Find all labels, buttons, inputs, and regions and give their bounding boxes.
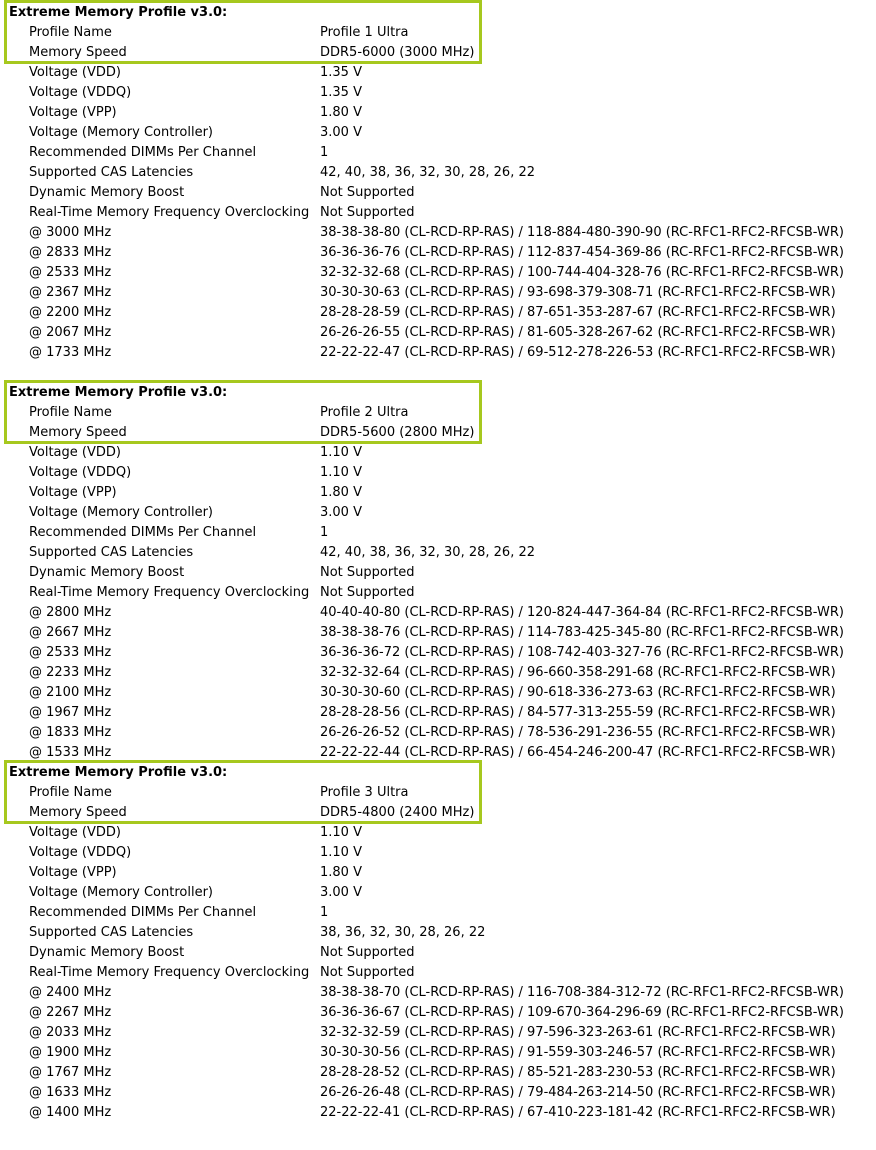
property-row[interactable] (0, 783, 876, 803)
property-label: Voltage (VDDQ) (29, 465, 132, 480)
property-row[interactable] (0, 83, 876, 103)
property-row[interactable] (0, 643, 876, 663)
property-label: Voltage (VPP) (29, 485, 117, 500)
property-row[interactable] (0, 263, 876, 283)
property-value: 36-36-36-76 (CL-RCD-RP-RAS) / 112-837-454-369-86 (RC-RFC1-RFC2-RFCSB-WR) (320, 245, 844, 260)
property-row[interactable] (0, 823, 876, 843)
property-label: @ 1833 MHz (29, 725, 112, 740)
property-value: 28-28-28-52 (CL-RCD-RP-RAS) / 85-521-283-230-53 (RC-RFC1-RFC2-RFCSB-WR) (320, 1065, 836, 1080)
property-value: 1.10 V (320, 845, 362, 860)
property-value: Not Supported (320, 205, 415, 220)
property-row[interactable] (0, 343, 876, 363)
property-label: Voltage (VDD) (29, 65, 121, 80)
property-row[interactable] (0, 1023, 876, 1043)
property-value: 36-36-36-72 (CL-RCD-RP-RAS) / 108-742-403-327-76 (RC-RFC1-RFC2-RFCSB-WR) (320, 645, 844, 660)
profile-rows (0, 403, 876, 763)
property-row[interactable] (0, 123, 876, 143)
property-value: 36-36-36-67 (CL-RCD-RP-RAS) / 109-670-364-296-69 (RC-RFC1-RFC2-RFCSB-WR) (320, 1005, 844, 1020)
property-value: 28-28-28-56 (CL-RCD-RP-RAS) / 84-577-313-255-59 (RC-RFC1-RFC2-RFCSB-WR) (320, 705, 836, 720)
property-value: 26-26-26-52 (CL-RCD-RP-RAS) / 78-536-291-236-55 (RC-RFC1-RFC2-RFCSB-WR) (320, 725, 836, 740)
property-label: Memory Speed (29, 425, 127, 440)
property-label: Recommended DIMMs Per Channel (29, 525, 257, 540)
property-value: 1.80 V (320, 105, 362, 120)
property-row[interactable] (0, 943, 876, 963)
property-value: 3.00 V (320, 885, 362, 900)
property-value: 42, 40, 38, 36, 32, 30, 28, 26, 22 (320, 545, 535, 560)
property-label: @ 2800 MHz (29, 605, 112, 620)
property-row[interactable] (0, 723, 876, 743)
property-row[interactable] (0, 683, 876, 703)
property-value: DDR5-5600 (2800 MHz) (320, 425, 475, 440)
property-value: 22-22-22-41 (CL-RCD-RP-RAS) / 67-410-223-181-42 (RC-RFC1-RFC2-RFCSB-WR) (320, 1105, 836, 1120)
property-value: 30-30-30-60 (CL-RCD-RP-RAS) / 90-618-336-273-63 (RC-RFC1-RFC2-RFCSB-WR) (320, 685, 836, 700)
property-label: @ 2033 MHz (29, 1025, 112, 1040)
property-value: 1.10 V (320, 465, 362, 480)
property-row[interactable] (0, 843, 876, 863)
property-row[interactable] (0, 443, 876, 463)
property-label: Voltage (VPP) (29, 105, 117, 120)
property-row[interactable] (0, 603, 876, 623)
property-value: Not Supported (320, 965, 415, 980)
property-row[interactable] (0, 283, 876, 303)
property-row[interactable] (0, 203, 876, 223)
property-label: Voltage (VDD) (29, 825, 121, 840)
property-label: Real-Time Memory Frequency Overclocking (29, 585, 310, 600)
property-label: Real-Time Memory Frequency Overclocking (29, 965, 310, 980)
property-row[interactable] (0, 523, 876, 543)
property-label: Dynamic Memory Boost (29, 945, 185, 960)
property-row[interactable] (0, 323, 876, 343)
profile-title: Extreme Memory Profile v3.0: (9, 5, 228, 20)
property-label: @ 1633 MHz (29, 1085, 112, 1100)
property-label: Profile Name (29, 405, 112, 420)
property-value: Profile 1 Ultra (320, 25, 409, 40)
profile-section-3 (0, 763, 876, 1143)
property-value: 30-30-30-56 (CL-RCD-RP-RAS) / 91-559-303-246-57 (RC-RFC1-RFC2-RFCSB-WR) (320, 1045, 836, 1060)
property-label: Memory Speed (29, 45, 127, 60)
property-label: Profile Name (29, 785, 112, 800)
property-row[interactable] (0, 803, 876, 823)
property-row[interactable] (0, 483, 876, 503)
memory-profile-list (0, 3, 876, 1143)
property-value: 26-26-26-55 (CL-RCD-RP-RAS) / 81-605-328-267-62 (RC-RFC1-RFC2-RFCSB-WR) (320, 325, 836, 340)
property-label: Dynamic Memory Boost (29, 185, 185, 200)
property-value: 38-38-38-76 (CL-RCD-RP-RAS) / 114-783-425-345-80 (RC-RFC1-RFC2-RFCSB-WR) (320, 625, 844, 640)
property-row[interactable] (0, 583, 876, 603)
property-row[interactable] (0, 983, 876, 1003)
property-value: Not Supported (320, 185, 415, 200)
property-label: @ 2533 MHz (29, 265, 112, 280)
property-row[interactable] (0, 403, 876, 423)
property-label: @ 2400 MHz (29, 985, 112, 1000)
property-row[interactable] (0, 463, 876, 483)
property-row[interactable] (0, 43, 876, 63)
profile-rows (0, 783, 876, 1123)
property-row[interactable] (0, 863, 876, 883)
property-label: @ 1767 MHz (29, 1065, 112, 1080)
property-value: 3.00 V (320, 125, 362, 140)
property-row[interactable] (0, 63, 876, 83)
property-label: @ 1733 MHz (29, 345, 112, 360)
property-value: 30-30-30-63 (CL-RCD-RP-RAS) / 93-698-379-308-71 (RC-RFC1-RFC2-RFCSB-WR) (320, 285, 836, 300)
property-label: Voltage (Memory Controller) (29, 125, 213, 140)
property-label: Dynamic Memory Boost (29, 565, 185, 580)
property-label: Voltage (VPP) (29, 865, 117, 880)
property-label: Memory Speed (29, 805, 127, 820)
property-value: 3.00 V (320, 505, 362, 520)
property-label: Profile Name (29, 25, 112, 40)
property-label: @ 2367 MHz (29, 285, 112, 300)
property-label: @ 1400 MHz (29, 1105, 112, 1120)
property-value: 1.35 V (320, 85, 362, 100)
property-row[interactable] (0, 423, 876, 443)
property-label: Voltage (VDDQ) (29, 85, 132, 100)
property-label: Voltage (VDDQ) (29, 845, 132, 860)
property-row[interactable] (0, 223, 876, 243)
property-row[interactable] (0, 543, 876, 563)
property-value: 32-32-32-59 (CL-RCD-RP-RAS) / 97-596-323-263-61 (RC-RFC1-RFC2-RFCSB-WR) (320, 1025, 836, 1040)
property-label: Real-Time Memory Frequency Overclocking (29, 205, 310, 220)
property-value: 32-32-32-64 (CL-RCD-RP-RAS) / 96-660-358-291-68 (RC-RFC1-RFC2-RFCSB-WR) (320, 665, 836, 680)
property-value: 32-32-32-68 (CL-RCD-RP-RAS) / 100-744-404-328-76 (RC-RFC1-RFC2-RFCSB-WR) (320, 265, 844, 280)
property-label: @ 2067 MHz (29, 325, 112, 340)
property-row[interactable] (0, 1083, 876, 1103)
property-label: @ 2267 MHz (29, 1005, 112, 1020)
property-value: 38-38-38-80 (CL-RCD-RP-RAS) / 118-884-480-390-90 (RC-RFC1-RFC2-RFCSB-WR) (320, 225, 844, 240)
property-row[interactable] (0, 163, 876, 183)
property-label: Voltage (Memory Controller) (29, 885, 213, 900)
property-label: Recommended DIMMs Per Channel (29, 145, 257, 160)
property-row[interactable] (0, 963, 876, 983)
property-value: DDR5-6000 (3000 MHz) (320, 45, 475, 60)
property-value: DDR5-4800 (2400 MHz) (320, 805, 475, 820)
property-value: 1 (320, 525, 329, 540)
property-value: 1.80 V (320, 865, 362, 880)
property-row[interactable] (0, 743, 876, 763)
property-value: 38, 36, 32, 30, 28, 26, 22 (320, 925, 486, 940)
property-row[interactable] (0, 103, 876, 123)
property-label: @ 3000 MHz (29, 225, 112, 240)
property-row[interactable] (0, 923, 876, 943)
profile-section-1 (0, 3, 876, 383)
property-value: 1.35 V (320, 65, 362, 80)
property-label: @ 2233 MHz (29, 665, 112, 680)
property-value: Not Supported (320, 945, 415, 960)
property-row[interactable] (0, 663, 876, 683)
property-row[interactable] (0, 243, 876, 263)
property-label: Supported CAS Latencies (29, 545, 194, 560)
profile-title: Extreme Memory Profile v3.0: (9, 385, 228, 400)
property-label: @ 2533 MHz (29, 645, 112, 660)
property-value: 1 (320, 145, 329, 160)
property-row[interactable] (0, 1003, 876, 1023)
property-row[interactable] (0, 23, 876, 43)
property-value: 1.80 V (320, 485, 362, 500)
property-row[interactable] (0, 143, 876, 163)
property-value: 1.10 V (320, 445, 362, 460)
property-value: 28-28-28-59 (CL-RCD-RP-RAS) / 87-651-353-287-67 (RC-RFC1-RFC2-RFCSB-WR) (320, 305, 836, 320)
property-value: 22-22-22-44 (CL-RCD-RP-RAS) / 66-454-246-200-47 (RC-RFC1-RFC2-RFCSB-WR) (320, 745, 836, 760)
property-value: Not Supported (320, 565, 415, 580)
profile-section-2 (0, 383, 876, 763)
property-label: Voltage (VDD) (29, 445, 121, 460)
property-label: @ 2833 MHz (29, 245, 112, 260)
property-label: Recommended DIMMs Per Channel (29, 905, 257, 920)
property-value: 26-26-26-48 (CL-RCD-RP-RAS) / 79-484-263-214-50 (RC-RFC1-RFC2-RFCSB-WR) (320, 1085, 836, 1100)
property-value: 42, 40, 38, 36, 32, 30, 28, 26, 22 (320, 165, 535, 180)
property-row[interactable] (0, 1103, 876, 1123)
property-label: @ 2200 MHz (29, 305, 112, 320)
profile-rows (0, 23, 876, 363)
property-row[interactable] (0, 183, 876, 203)
property-label: Supported CAS Latencies (29, 925, 194, 940)
property-value: 1 (320, 905, 329, 920)
property-label: @ 1533 MHz (29, 745, 112, 760)
property-value: Profile 2 Ultra (320, 405, 409, 420)
property-value: 1.10 V (320, 825, 362, 840)
property-row[interactable] (0, 623, 876, 643)
property-row[interactable] (0, 1043, 876, 1063)
property-label: @ 1900 MHz (29, 1045, 112, 1060)
property-label: @ 1967 MHz (29, 705, 112, 720)
property-label: Voltage (Memory Controller) (29, 505, 213, 520)
property-row[interactable] (0, 503, 876, 523)
profile-title: Extreme Memory Profile v3.0: (9, 765, 228, 780)
property-row[interactable] (0, 883, 876, 903)
property-row[interactable] (0, 703, 876, 723)
property-row[interactable] (0, 903, 876, 923)
property-row[interactable] (0, 303, 876, 323)
property-label: Supported CAS Latencies (29, 165, 194, 180)
property-value: 22-22-22-47 (CL-RCD-RP-RAS) / 69-512-278-226-53 (RC-RFC1-RFC2-RFCSB-WR) (320, 345, 836, 360)
property-row[interactable] (0, 1063, 876, 1083)
property-label: @ 2100 MHz (29, 685, 112, 700)
property-row[interactable] (0, 563, 876, 583)
property-label: @ 2667 MHz (29, 625, 112, 640)
property-value: 38-38-38-70 (CL-RCD-RP-RAS) / 116-708-384-312-72 (RC-RFC1-RFC2-RFCSB-WR) (320, 985, 844, 1000)
property-value: Profile 3 Ultra (320, 785, 409, 800)
property-value: Not Supported (320, 585, 415, 600)
property-value: 40-40-40-80 (CL-RCD-RP-RAS) / 120-824-447-364-84 (RC-RFC1-RFC2-RFCSB-WR) (320, 605, 844, 620)
